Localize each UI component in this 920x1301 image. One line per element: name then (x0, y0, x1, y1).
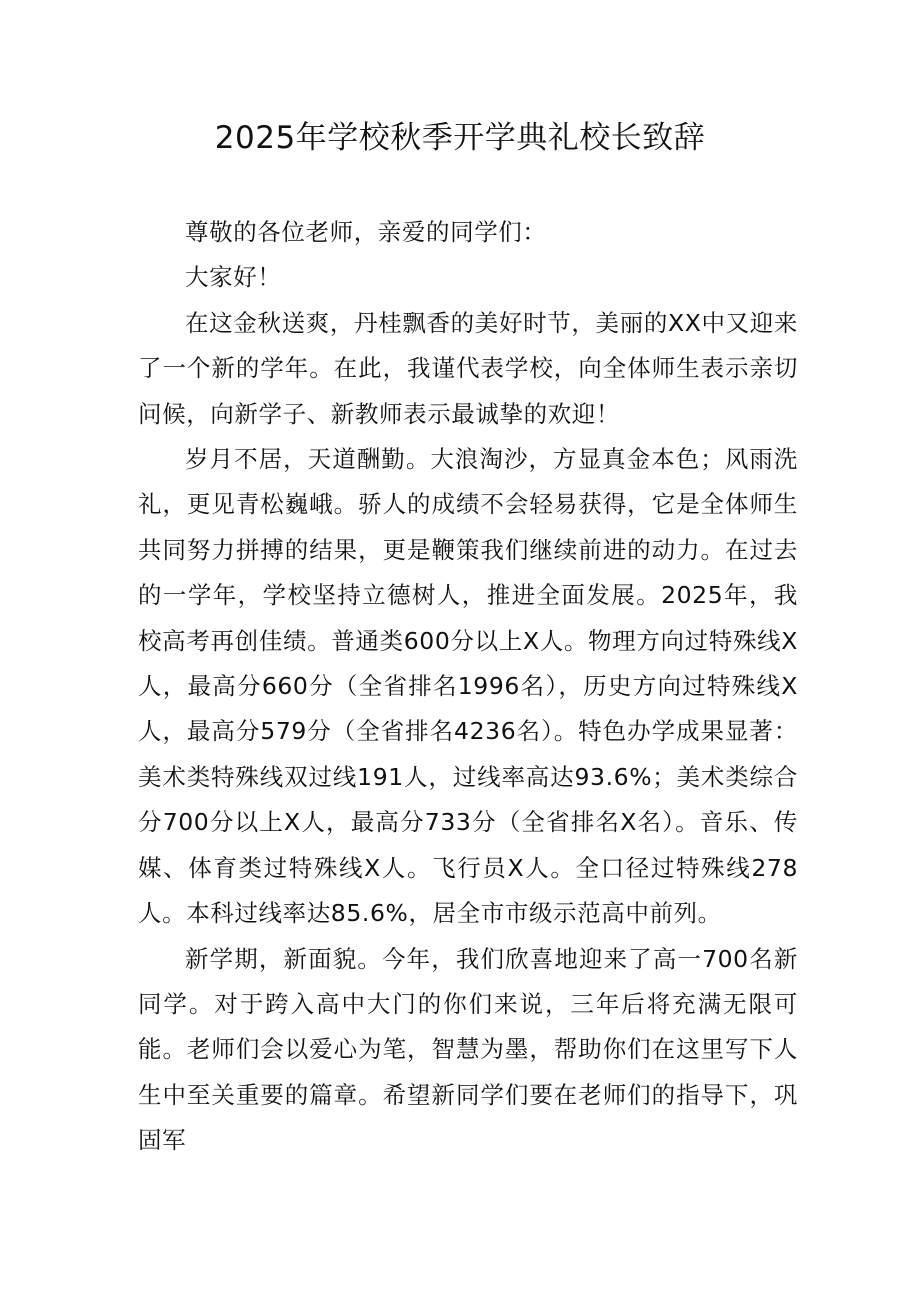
achievements-paragraph: 岁月不居，天道酬勤。大浪淘沙，方显真金本色；风雨洗礼，更见青松巍峨。骄人的成绩不会轻易获得，它是全体师生共同努力拼搏的结果，更是鞭策我们继续前进的动力。在过去的一学年，学校坚持立德树人，推进全面发展。2025年，我校高考再创佳绩。普通类600分以上X人。物理方向过特殊线X人，最高分660分（全省排名1996名），历史方向过特殊线X人，最高分579分（全省排名4236名）。特色办学成果显著：美术类特殊线双过线191人，过线率高达93.6%；美术类综合分700分以上X人，最高分733分（全省排名X名）。音乐、传媒、体育类过特殊线X人。飞行员X人。全口径过特殊线278人。本科过线率达85.6%，居全市市级示范高中前列。 (138, 445, 798, 928)
greeting-paragraph: 大家好！ (185, 263, 282, 292)
welcome-paragraph: 在这金秋送爽，丹桂飘香的美好时节，美丽的XX中又迎来了一个新的学年。在此，我谨代表学校，向全体师生表示亲切问候，向新学子、新教师表示最诚挚的欢迎！ (138, 308, 798, 428)
document-title: 2025年学校秋季开学典礼校长致辞 (214, 120, 706, 156)
new-semester-paragraph: 新学期，新面貌。今年，我们欣喜地迎来了高一700名新同学。对于跨入高中大门的你们来说，三年后将充满无限可能。老师们会以爱心为笔，智慧为墨，帮助你们在这里写下人生中至关重要的篇章。希望新同学们要在老师们的指导下，巩固军 (138, 944, 798, 1155)
document-body (138, 210, 798, 1164)
salutation-paragraph: 尊敬的各位老师，亲爱的同学们： (185, 218, 547, 246)
